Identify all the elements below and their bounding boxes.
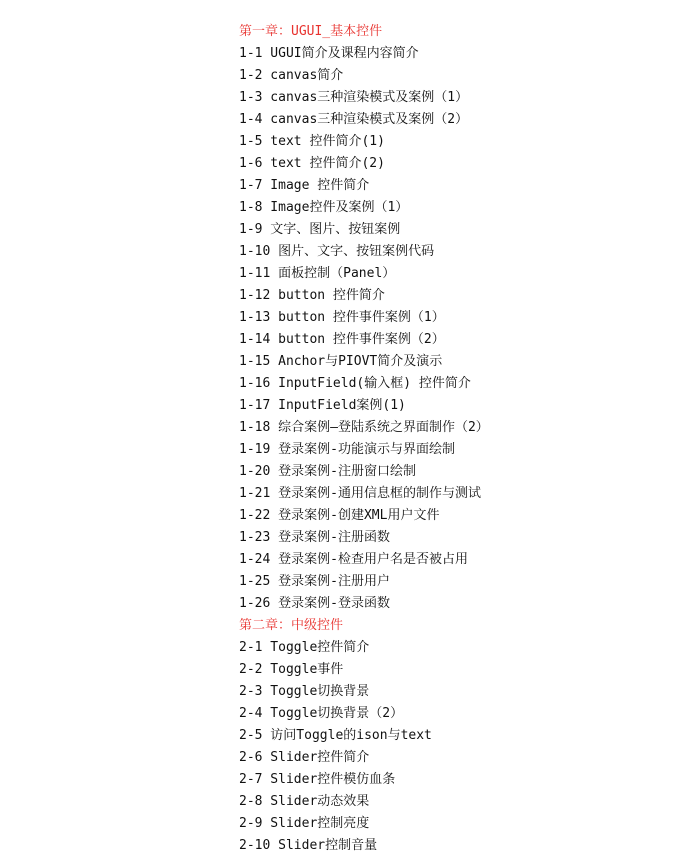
toc-item: 2-5 访问Toggle的ison与text: [239, 728, 432, 743]
toc-item: 2-10 Slider控制音量: [239, 838, 378, 853]
toc-item: 1-15 Anchor与PIOVT简介及演示: [239, 354, 443, 369]
toc-item: 2-8 Slider动态效果: [239, 794, 370, 809]
toc-item: 1-4 canvas三种渲染模式及案例（2）: [239, 112, 469, 127]
toc-item: 1-19 登录案例-功能演示与界面绘制: [239, 442, 455, 457]
toc-item: 1-11 面板控制（Panel）: [239, 266, 396, 281]
toc-item: 1-17 InputField案例(1): [239, 398, 406, 413]
toc-item: 1-26 登录案例-登录函数: [239, 596, 390, 611]
toc-item: 1-25 登录案例-注册用户: [239, 574, 390, 589]
toc-item: 1-3 canvas三种渲染模式及案例（1）: [239, 90, 469, 105]
toc-item: 1-23 登录案例-注册函数: [239, 530, 390, 545]
toc-item: 1-12 button 控件简介: [239, 288, 385, 303]
chapter-heading: 第一章：UGUI_基本控件: [239, 24, 383, 39]
toc-item: 1-14 button 控件事件案例（2）: [239, 332, 445, 347]
toc-item: 1-6 text 控件简介(2): [239, 156, 385, 171]
toc-item: 2-7 Slider控件模仿血条: [239, 772, 396, 787]
toc-item: 1-16 InputField(输入框) 控件简介: [239, 376, 471, 391]
toc-item: 2-1 Toggle控件简介: [239, 640, 370, 655]
table-of-contents: [239, 21, 679, 857]
toc-item: 1-8 Image控件及案例（1）: [239, 200, 409, 215]
toc-item: 1-7 Image 控件简介: [239, 178, 370, 193]
toc-item: 1-13 button 控件事件案例（1）: [239, 310, 445, 325]
toc-item: 1-18 综合案例—登陆系统之界面制作（2）: [239, 420, 489, 435]
toc-item: 2-3 Toggle切换背景: [239, 684, 370, 699]
toc-item: 1-21 登录案例-通用信息框的制作与测试: [239, 486, 481, 501]
toc-item: 2-2 Toggle事件: [239, 662, 344, 677]
toc-item: 1-2 canvas简介: [239, 68, 344, 83]
toc-item: 1-24 登录案例-检查用户名是否被占用: [239, 552, 468, 567]
toc-item: 1-22 登录案例-创建XML用户文件: [239, 508, 440, 523]
toc-item: 2-4 Toggle切换背景（2）: [239, 706, 404, 721]
toc-item: 2-9 Slider控制亮度: [239, 816, 370, 831]
toc-item: 1-1 UGUI简介及课程内容简介: [239, 46, 419, 61]
toc-item: 1-5 text 控件简介(1): [239, 134, 385, 149]
toc-item: 1-9 文字、图片、按钮案例: [239, 222, 401, 237]
toc-item: 1-20 登录案例-注册窗口绘制: [239, 464, 416, 479]
toc-item: 1-10 图片、文字、按钮案例代码: [239, 244, 435, 259]
toc-item: 2-6 Slider控件简介: [239, 750, 370, 765]
chapter-heading: 第二章：中级控件: [239, 618, 344, 633]
